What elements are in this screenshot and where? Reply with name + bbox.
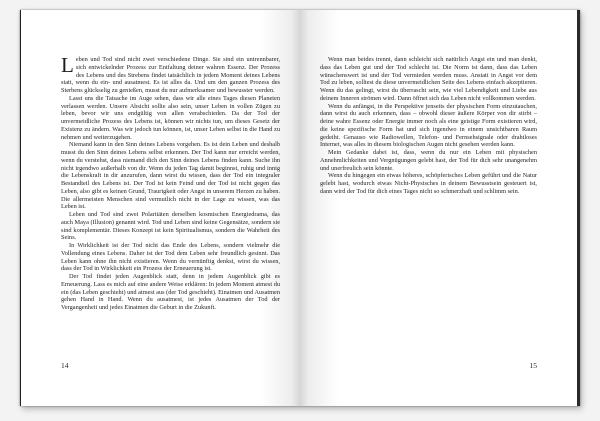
drop-cap: L bbox=[61, 53, 74, 77]
paragraph: Mein Gedanke dabei ist, dass, wenn du nur ein Leben mit physischen Annehmlichkeiten und Vergnügungen gelebt hast, der Tod für dich sehr unangenehm und unerfreulich sein könnte. bbox=[320, 149, 537, 172]
right-page bbox=[300, 10, 580, 406]
paragraph-text: eben und Tod sind nicht zwei verschiedene Dinge. Sie sind ein untrennbarer, sich entwickelnder Prozess zur Entfaltung deiner wahren Essenz. Der Prozess des Lebens und des Strebens findet tatsächlich in jedem Moment deines Lebens statt, wenn du ein- und ausatmest. Es ist alles da. Und um den ganzen Prozess des Sterbens glückselig zu genießen, musst du nur aufmerksamer und bewusster werden. bbox=[61, 56, 280, 94]
paragraph: Der Tod findet jeden Augenblick statt, denn in jedem Augenblick gibt es Erneuerung. Lass es mich auf eine andere Weise erklären: In jedem Moment atmest du ein (das Leben geschieht) und atmest aus (der Tod geschieht). Einatmen und Ausatmen gehen Hand in Hand. Wenn du ausatmest, ist jedes Ausatmen der Tod der Vergangenheit und jedes Einatmen die Geburt in die Zukunft. bbox=[61, 273, 280, 311]
page-number: 15 bbox=[529, 361, 537, 370]
paragraph: In Wirklichkeit ist der Tod nicht das Ende des Lebens, sondern vielmehr die Vollendung eines Lebens. Daher ist der Tod dem Leben sehr freundlich gesinnt. Das Leben kann ohne ihn nicht existieren. Wenn du vernünftig denkst, wirst du wissen, dass der Tod in Wirklichkeit ein Prozess der Erneuerung ist. bbox=[61, 242, 280, 273]
left-page-text bbox=[61, 53, 280, 312]
paragraph: Lasst uns die Tatsache im Auge sehen, dass wir alle eines Tages diesen Planeten verlassen werden. Unsere Absicht sollte also sein, unser Leben in vollen Zügen zu leben, bevor wir uns endgültig von allen verabschieden. Da der Tod der unvermeidliche Prozess des Lebens ist, können wir nichts tun, um dieses Gesetz der Existenz zu ändern. Was wir jedoch tun können, ist, unser Leben selbst in die Hand zu nehmen und weiterzugehen. bbox=[61, 94, 280, 141]
paragraph: Wenn du hingegen ein etwas höheres, schöpferisches Leben geführt und die Natur gelebt hast, wodurch etwas Nicht-Physisches in deinem Bewusstsein gesteuert ist, dann wird der Tod für dich eines Tages nicht so schmerzhaft und schlimm sein. bbox=[320, 172, 537, 195]
page-number: 14 bbox=[61, 361, 69, 370]
paragraph: Niemand kann in den Sinn deines Lebens vorgehen. Es ist dein Leben und deshalb musst du den Sinn deines Lebens selbst erkennen. Der Tod kann nur erreicht werden, wenn du verstehst, dass niemand dich den Sinn deines Lebens finden kann. Suche ihn nicht irgendwo außerhalb von dir. Wenn du jeden Tag damit beginnst, ruhig und innig die Lebenskraft in dir anzurufen, dann wirst du wissen, dass der Tod ein integraler Bestandteil des Lebens ist. Der Tod ist kein Feind und der Tod ist nicht gegen das Leben, also gibt es keinen Grund, Traurigkeit oder Angst in unserem Herzen zu haben. Die allermeisten Menschen sind vermutlich nicht in der Lage zu wissen, was das Leben ist. bbox=[61, 141, 280, 211]
left-page bbox=[20, 10, 300, 406]
paragraph bbox=[61, 53, 280, 95]
paragraph: Leben und Tod sind zwei Polaritäten derselben kosmischen Energiedrama, das auch Maya (Illusion) genannt wird. Tod und Leben sind keine Gegensätze, sondern sie sind komplementär. Dieses Konzept ist kein Spiritualismus, sondern die Wahrheit des Seins. bbox=[61, 211, 280, 242]
paragraph: Wenn du anfängst, in die Perspektive jenseits der physischen Form einzutauchen, dann wirst du auch erkennen, dass – obwohl dieser äußere Körper von dir stirbt – deine wahre Essenz oder Energie immer noch als eine geistige Form existieren wird, die keine spezifische Form hat und sich irgendwo in einem unsichtbaren Raum gedeiht. Genauso wie Radiowellen, Telefon- und Fernsehsignale oder drahtloses Internet, was alles in diesem biologischen Augen nicht gesehen werden kann. bbox=[320, 102, 537, 149]
right-page-text bbox=[320, 56, 537, 196]
paragraph: Wenn man beides trennt, dann schleicht sich natürlich Angst ein und man denkt, dass das Leben gut und der Tod schlecht ist. Die Norm ist dann, dass das Leben wünschenswert ist und der Tod vermieden werden muss. Anstatt in Angst vor dem Tod zu leben, solltest du diese unvermeidlichen Seite des Lebens einfach akzeptieren. Wenn du das gelingt, wirst du überrascht sein, wie viel Lebendigkeit und Liebe aus deinem Inneren strömen wird. Dann öffnet sich das Leben nicht vollkommen werden. bbox=[320, 56, 537, 102]
book-spread bbox=[20, 10, 580, 406]
